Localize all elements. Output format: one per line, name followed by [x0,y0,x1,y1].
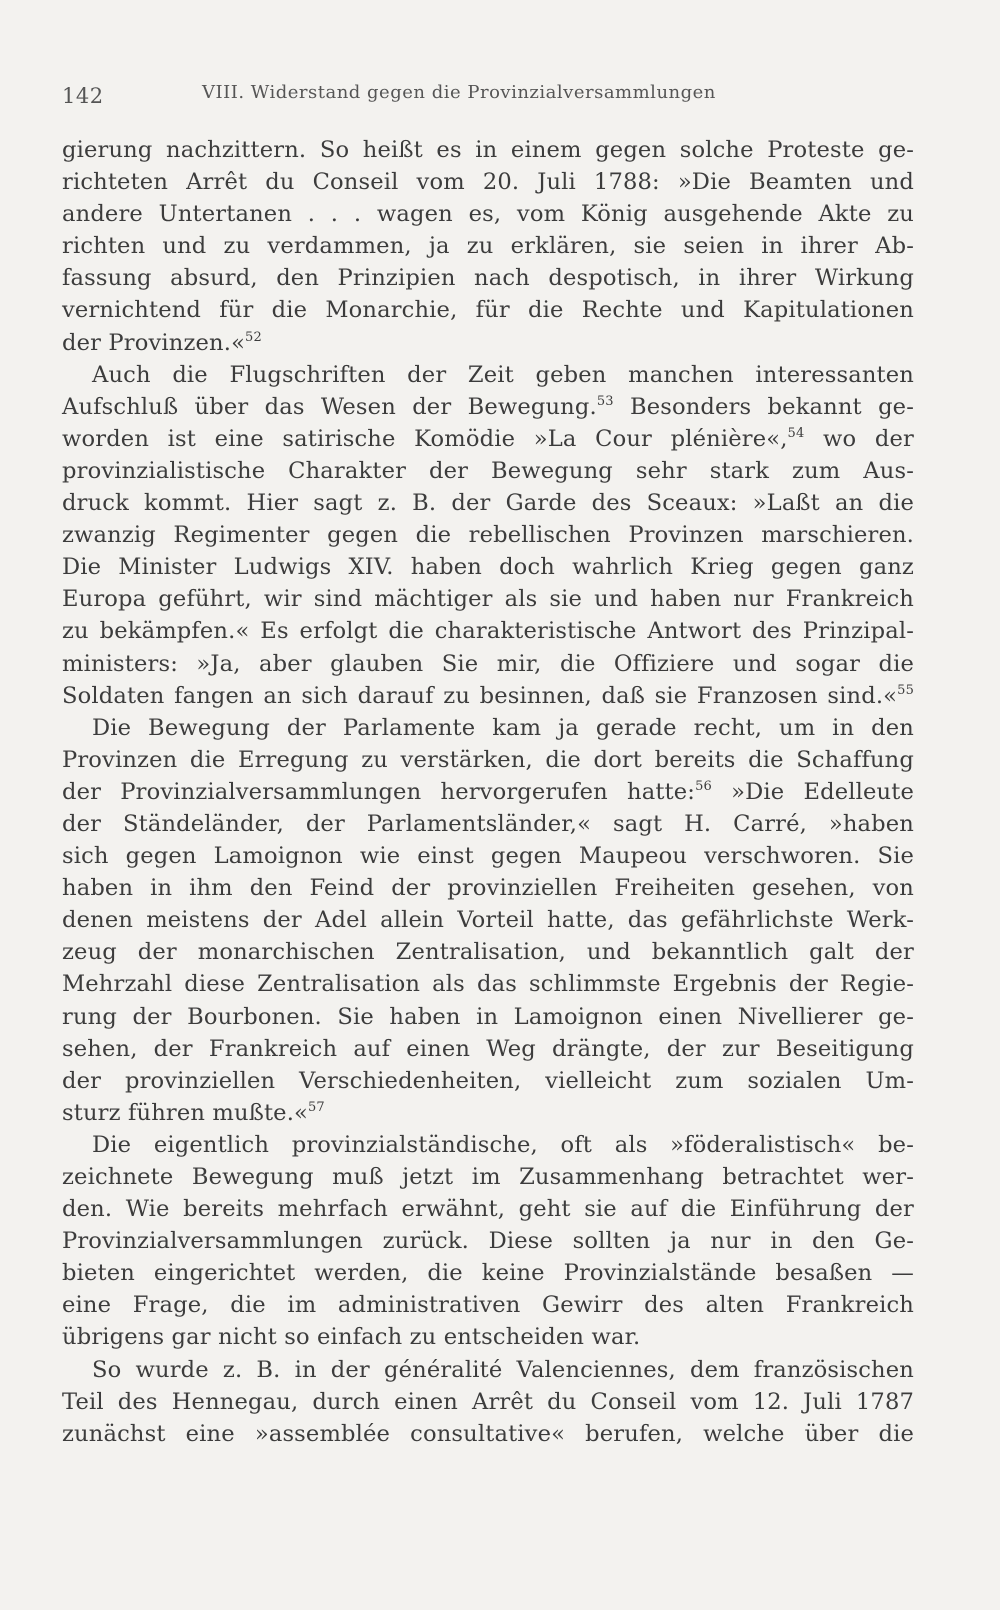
text-line [62,583,914,615]
line-text: Aufschluß über das Wesen der Bewegung. [62,393,597,420]
line-text: worden ist eine satirische Komödie »La Cour plénière«, [62,425,788,452]
line-text: haben in ihm den Feind der provinziellen Freiheiten gesehen, von [62,875,914,902]
text-line [62,487,914,519]
text-line [62,455,914,487]
line-text: zu bekämpfen.« Es erfolgt die charakteristische Antwort des Prinzipal- [62,618,914,645]
line-text: rung der Bourbonen. Sie haben in Lamoignon einen Nivellierer ge- [62,1003,914,1030]
text-line [62,776,914,808]
footnote-ref: 56 [695,778,712,794]
text-line [62,680,914,712]
footnote-ref: 55 [897,682,914,698]
line-text: sturz führen mußte.« [62,1099,309,1126]
text-line [62,808,914,840]
line-text: Die Bewegung der Parlamente kam ja gerade recht, um in den [92,714,914,741]
text-line [62,1161,914,1193]
line-text: richteten Arrêt du Conseil vom 20. Juli 1788: »Die Beamten und [62,169,914,196]
text-line [62,1001,914,1033]
text-line [62,1097,914,1129]
footnote-ref: 53 [596,393,614,409]
text-line [62,1257,914,1289]
line-text: andere Untertanen . . . wagen es, vom König ausgehende Akte zu [62,201,914,228]
text-line [62,615,914,647]
text-line [62,744,914,776]
text-line [62,1129,914,1161]
text-line [62,134,914,166]
text-line [62,712,914,744]
line-text: Auch die Flugschriften der Zeit geben manchen interessanten [92,361,914,388]
text-line [62,1033,914,1065]
text-line [62,166,914,198]
line-text: Provinzen die Erregung zu verstärken, die dort bereits die Schaffung [62,746,914,773]
text-line [62,294,914,326]
line-text: Die Minister Ludwigs XIV. haben doch wahrlich Krieg gegen ganz [62,554,914,581]
line-text: Soldaten fangen an sich darauf zu besinnen, daß sie Franzosen sind.« [62,682,898,709]
line-text-rest: Besonders bekannt ge- [613,393,914,420]
line-text: druck kommt. Hier sagt z. B. der Garde des Sceaux: »Laßt an die [62,490,914,517]
text-line [62,551,914,583]
page-number: 142 [62,84,104,108]
text-line [62,1418,914,1450]
line-text: übrigens gar nicht so einfach zu entscheiden war. [62,1324,641,1351]
line-text: Mehrzahl diese Zentralisation als das schlimmste Ergebnis der Regie- [62,971,914,998]
text-line [62,423,914,455]
line-text: provinzialistische Charakter der Bewegung sehr stark zum Aus- [62,457,914,484]
line-text: sich gegen Lamoignon wie einst gegen Maupeou verschworen. Sie [62,843,914,870]
footnote-ref: 57 [308,1099,325,1115]
line-text: zwanzig Regimenter gegen die rebellischen Provinzen marschieren. [62,522,914,549]
text-line [62,230,914,262]
text-line [62,1289,914,1321]
line-text: der Ständeländer, der Parlamentsländer,« sagt H. Carré, »haben [62,810,914,837]
text-line [62,872,914,904]
line-text: zeichnete Bewegung muß jetzt im Zusammenhang betrachtet wer- [62,1164,914,1190]
line-text: Provinzialversammlungen zurück. Diese sollten ja nur in den Ge- [62,1228,914,1255]
page-header [62,78,912,108]
line-text: Die eigentlich provinzialständische, oft als »föderalistisch« be- [92,1131,914,1158]
footnote-ref: 52 [245,329,262,345]
text-line [62,1065,914,1097]
line-text: der provinziellen Verschiedenheiten, vielleicht zum sozialen Um- [62,1067,914,1094]
line-text: bieten eingerichtet werden, die keine Provinzialstände besaßen — [62,1260,914,1287]
line-text: zeug der monarchischen Zentralisation, und bekanntlich galt der [62,939,914,966]
line-text: den. Wie bereits mehrfach erwähnt, geht sie auf die Einführung der [62,1196,914,1223]
line-text: eine Frage, die im administrativen Gewirr des alten Frankreich [62,1292,914,1319]
text-line [62,936,914,968]
running-title: VIII. Widerstand gegen die Provinzialversammlungen [202,82,716,103]
text-line [62,391,914,423]
line-text-rest: wo der [804,425,914,452]
text-line [62,1193,914,1225]
text-line [62,840,914,872]
line-text: fassung absurd, den Prinzipien nach despotisch, in ihrer Wirkung [62,265,914,292]
line-text-rest: »Die Edelleute [711,778,914,805]
line-text: sehen, der Frankreich auf einen Weg drängte, der zur Beseitigung [62,1035,914,1062]
text-line [62,1225,914,1257]
line-text: ministers: »Ja, aber glauben Sie mir, die Offiziere und sogar die [62,650,914,677]
text-line [62,968,914,1000]
footnote-ref: 54 [787,425,805,441]
line-text: gierung nachzittern. So heißt es in einem gegen solche Proteste ge- [62,137,914,163]
text-line [62,1321,914,1353]
text-line [62,198,914,230]
text-line [62,648,914,680]
text-line [62,262,914,294]
line-text: denen meistens der Adel allein Vorteil hatte, das gefährlichste Werk- [62,907,914,934]
line-text: zunächst eine »assemblée consultative« berufen, welche über die [62,1420,914,1447]
text-line [62,519,914,551]
line-text: vernichtend für die Monarchie, für die Rechte und Kapitulationen [62,297,914,324]
line-text: richten und zu verdammen, ja zu erklären, sie seien in ihrer Ab- [62,233,914,260]
text-line [62,1386,914,1418]
line-text: Teil des Hennegau, durch einen Arrêt du Conseil vom 12. Juli 1787 [62,1388,914,1415]
line-text: der Provinzialversammlungen hervorgerufen hatte: [62,778,696,805]
line-text: der Provinzen.« [62,329,246,356]
text-line [62,359,914,391]
line-text: Europa geführt, wir sind mächtiger als sie und haben nur Frankreich [62,586,914,613]
text-line [62,904,914,936]
body-text [62,134,914,1450]
text-line [62,1354,914,1386]
line-text: So wurde z. B. in der généralité Valenciennes, dem französischen [92,1356,914,1383]
text-line [62,327,914,359]
